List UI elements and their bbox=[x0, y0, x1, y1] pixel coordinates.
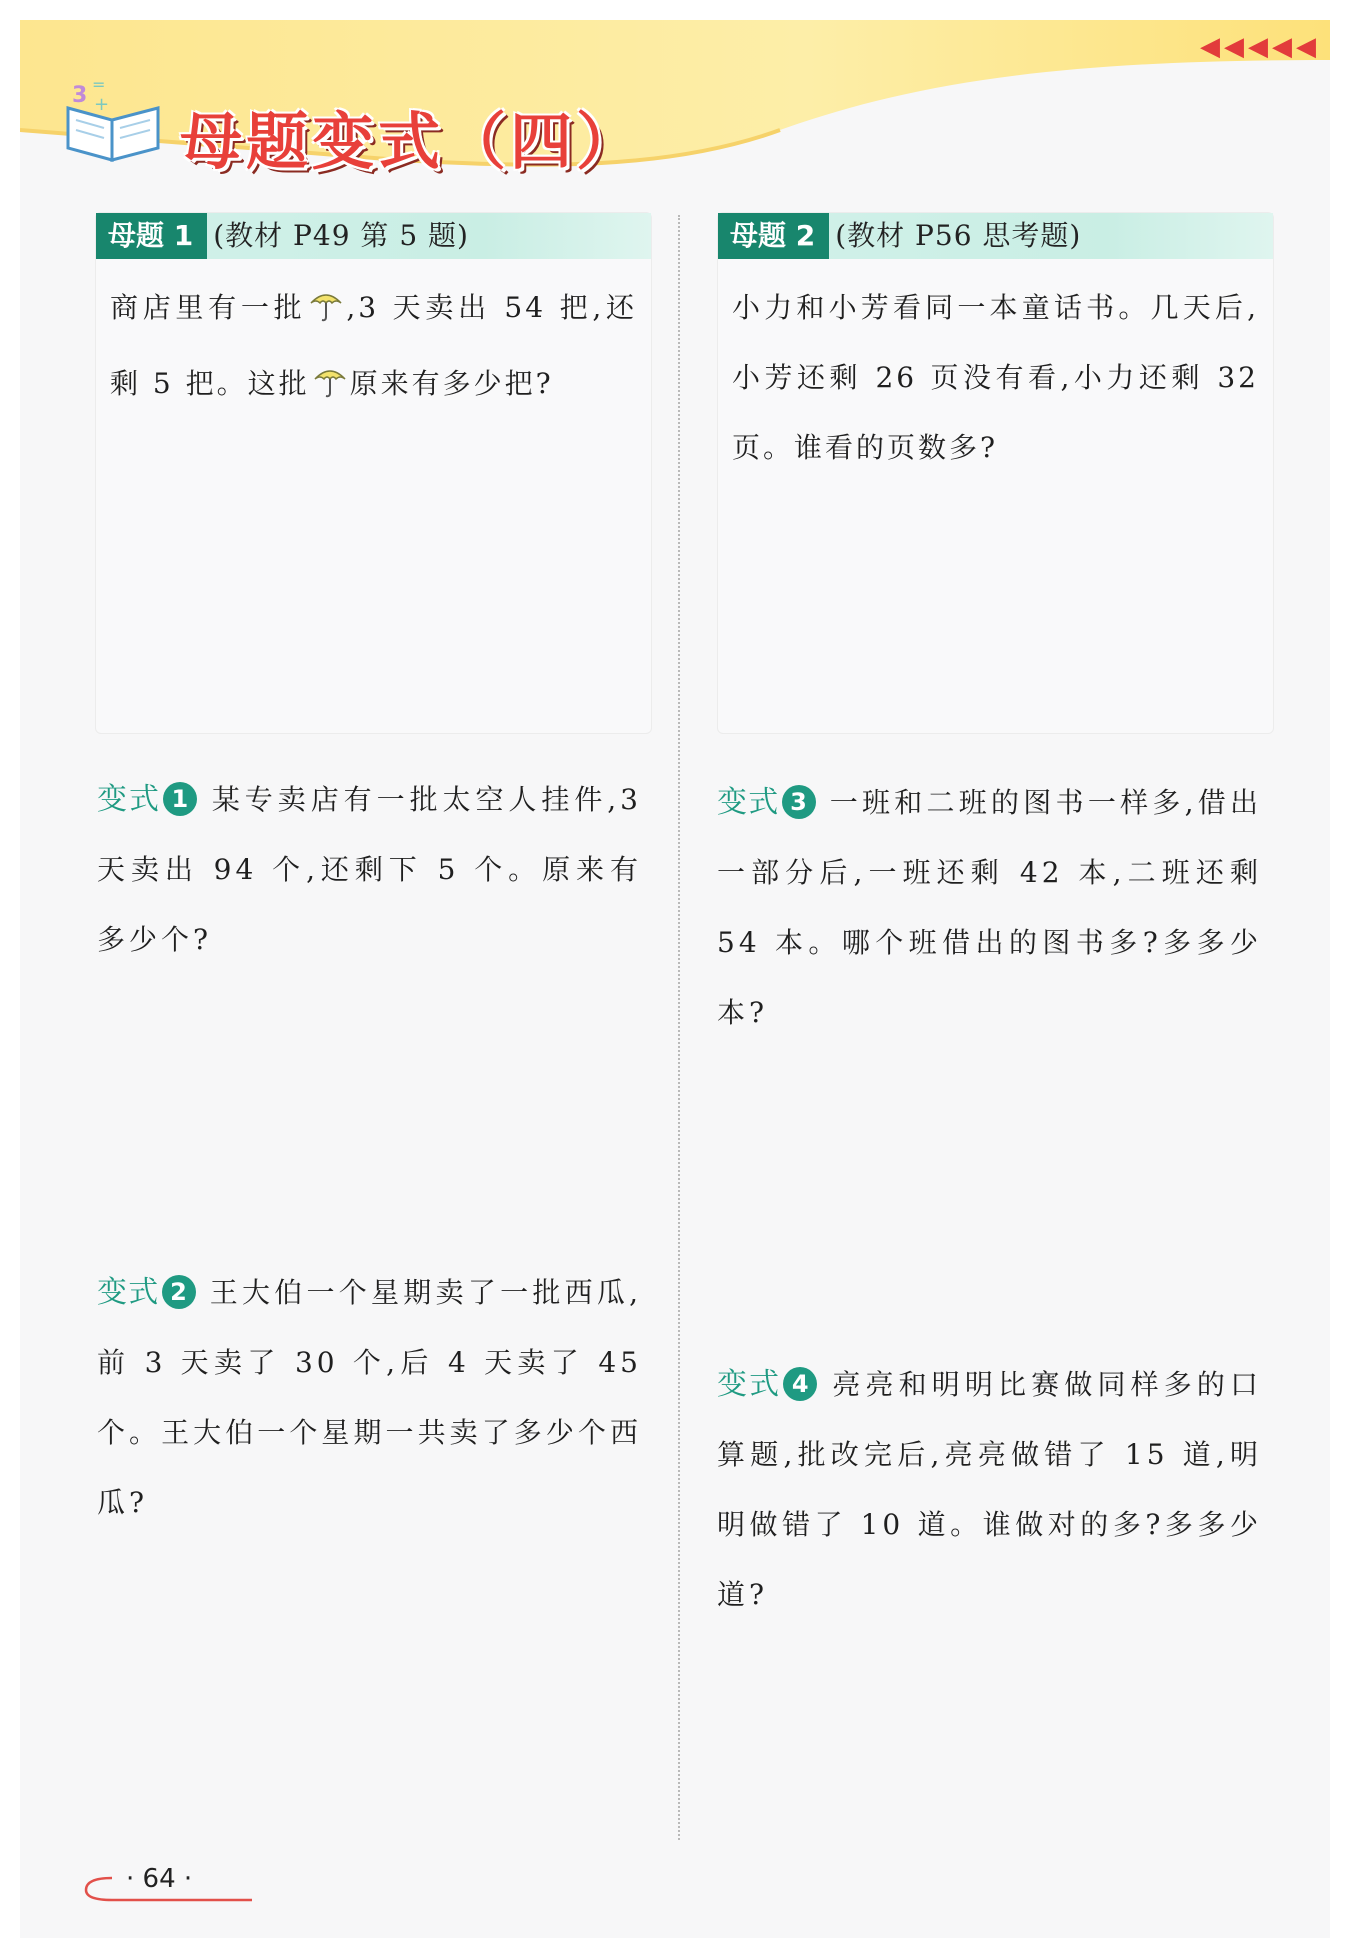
mother-problem-1-card bbox=[95, 212, 652, 734]
variant-number-badge: 3 bbox=[782, 785, 816, 819]
umbrella-icon bbox=[312, 355, 348, 425]
header-banner bbox=[20, 20, 1330, 190]
mother-problem-source: (教材 P56 思考题) bbox=[835, 219, 1082, 252]
mother-problem-tag: 母题 1 bbox=[96, 213, 207, 259]
variant-number-badge: 1 bbox=[163, 782, 197, 816]
variant-label: 变式 1 bbox=[97, 782, 197, 817]
variant-label: 变式 4 bbox=[717, 1367, 817, 1402]
svg-text:+: + bbox=[94, 94, 110, 115]
svg-text:3: 3 bbox=[72, 83, 88, 108]
page-number-text: · 64 · bbox=[126, 1864, 193, 1894]
variant-text: 王大伯一个星期卖了一批西瓜,前 3 天卖了 30 个,后 4 天卖了 45 个。王大伯一个星期一共卖了多少个西瓜? bbox=[97, 1276, 642, 1519]
problem-text: 商店里有一批 bbox=[110, 291, 307, 324]
mother-problem-1-header bbox=[96, 213, 651, 259]
column-divider bbox=[678, 215, 680, 1840]
variant-number-badge: 2 bbox=[162, 1275, 196, 1309]
variant-text: 某专卖店有一批太空人挂件,3 天卖出 94 个,还剩下 5 个。原来有多少个? bbox=[97, 783, 642, 956]
mother-problem-2-card bbox=[717, 212, 1274, 734]
mother-problem-source: (教材 P49 第 5 题) bbox=[213, 219, 469, 252]
variant-text: 一班和二班的图书一样多,借出一部分后,一班还剩 42 本,二班还剩 54 本。哪个班借出的图书多?多多少本? bbox=[717, 786, 1262, 1029]
variant-text: 亮亮和明明比赛做同样多的口算题,批改完后,亮亮做错了 15 道,明明做错了 10 道。谁做对的多?多多少道? bbox=[717, 1368, 1262, 1611]
variant-1 bbox=[97, 765, 642, 975]
umbrella-icon bbox=[308, 279, 344, 349]
variant-label: 变式 3 bbox=[717, 785, 816, 820]
mother-problem-2-header bbox=[718, 213, 1273, 259]
mother-problem-2-text: 小力和小芳看同一本童话书。几天后,小芳还剩 26 页没有看,小力还剩 32 页。谁看的页数多? bbox=[732, 291, 1259, 464]
page-number bbox=[82, 1860, 262, 1910]
variant-label: 变式 2 bbox=[97, 1275, 196, 1310]
svg-text:=: = bbox=[92, 75, 106, 94]
problem-text: ,3 天卖出 54 把,还剩 5 把。这批 bbox=[110, 291, 637, 400]
mother-problem-tag: 母题 2 bbox=[718, 213, 829, 259]
problem-text: 原来有多少把? bbox=[349, 367, 554, 400]
decorative-arrows: ◀◀◀◀◀ bbox=[1200, 32, 1320, 62]
page-title: 母题变式（四） bbox=[180, 105, 643, 178]
variant-number-badge: 4 bbox=[783, 1367, 817, 1401]
variant-3 bbox=[717, 768, 1262, 1048]
variant-4 bbox=[717, 1350, 1262, 1630]
variant-2 bbox=[97, 1258, 642, 1538]
mother-problem-1-text bbox=[96, 259, 651, 425]
workbook-page bbox=[20, 20, 1330, 1938]
